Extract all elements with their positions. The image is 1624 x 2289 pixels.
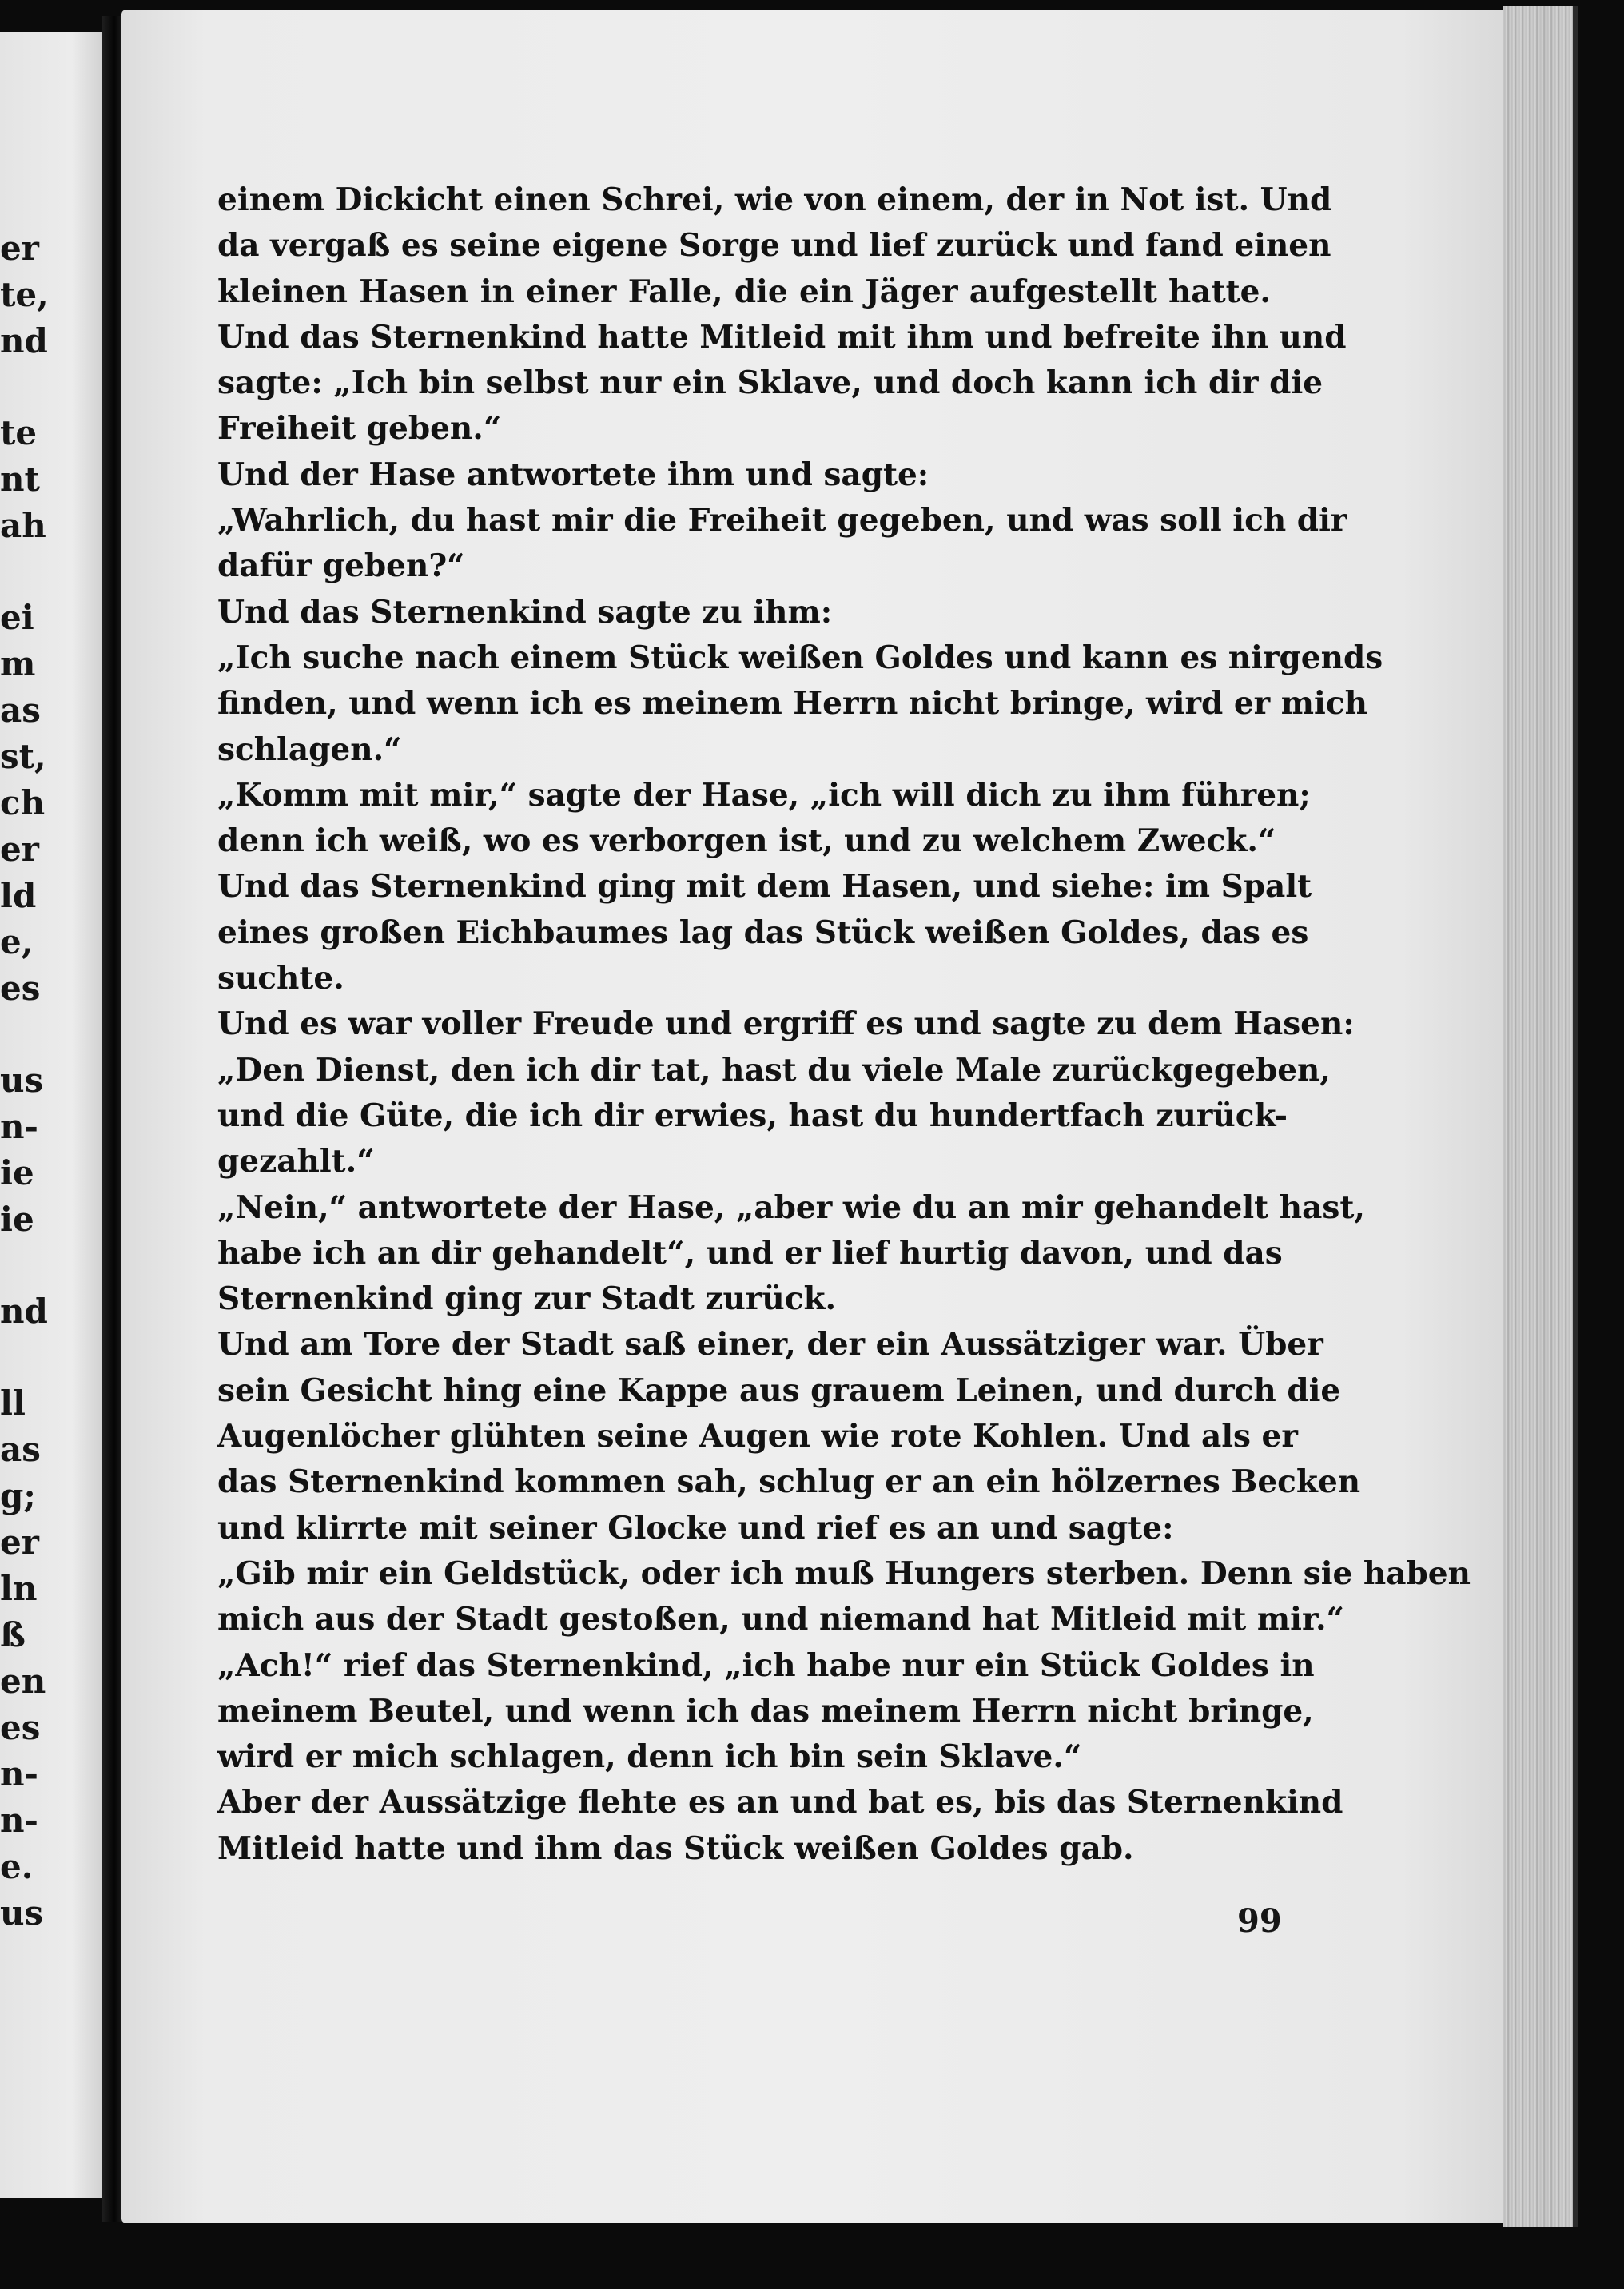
text-line: meinem Beutel, und wenn ich das meinem Herrn nicht bringe, — [217, 1692, 1314, 1730]
text-line: Sternenkind ging zur Stadt zurück. — [217, 1280, 837, 1318]
text-line: suchte. — [217, 960, 344, 997]
text-line: mich aus der Stadt gestoßen, und niemand hat Mitleid mit mir.“ — [217, 1601, 1344, 1638]
previous-page-fragment: n- — [0, 1107, 38, 1146]
previous-page-fragment: ah — [0, 506, 46, 545]
previous-page-fragment: e. — [0, 1847, 34, 1886]
previous-page-fragment: er — [0, 229, 39, 268]
text-line: gezahlt.“ — [217, 1143, 375, 1180]
text-line: Und der Hase antwortete ihm und sagte: — [217, 456, 929, 493]
previous-page-fragment: e, — [0, 922, 34, 961]
previous-page-fragment: nd — [0, 1292, 48, 1331]
text-line: Freiheit geben.“ — [217, 410, 502, 448]
text-line: „Den Dienst, den ich dir tat, hast du viele Male zurückgegeben, — [217, 1051, 1331, 1089]
previous-page-fragment: es — [0, 1708, 41, 1747]
text-line: schlagen.“ — [217, 730, 402, 768]
page-edges — [1503, 6, 1578, 2227]
previous-page-fragment: us — [0, 1893, 44, 1933]
previous-page-fragment: ie — [0, 1200, 34, 1239]
previous-page-fragment: en — [0, 1662, 46, 1701]
text-line: „Gib mir ein Geldstück, oder ich muß Hungers sterben. Denn sie haben — [217, 1555, 1471, 1592]
text-line: „Ich suche nach einem Stück weißen Goldes und kann es nirgends — [217, 639, 1383, 676]
previous-page-fragment: ß — [0, 1615, 26, 1654]
previous-page-fragment: n- — [0, 1754, 38, 1793]
text-line: kleinen Hasen in einer Falle, die ein Jäger aufgestellt hatte. — [217, 273, 1271, 310]
previous-page-fragment: te, — [0, 275, 49, 314]
previous-page-fragment: nd — [0, 321, 48, 360]
text-line: denn ich weiß, wo es verborgen ist, und zu welchem Zweck.“ — [217, 822, 1276, 860]
text-line: Und es war voller Freude und ergriff es und sagte zu dem Hasen: — [217, 1005, 1355, 1043]
text-line: Augenlöcher glühten seine Augen wie rote Kohlen. Und als er — [217, 1418, 1298, 1455]
previous-page-fragment: m — [0, 644, 36, 683]
previous-page-fragment: ie — [0, 1153, 34, 1192]
previous-page-fragment: g; — [0, 1476, 36, 1515]
previous-page-fragment: ch — [0, 783, 46, 822]
previous-page-fragment: st, — [0, 737, 46, 776]
previous-page-fragment: er — [0, 830, 39, 869]
text-line: „Komm mit mir,“ sagte der Hase, „ich will dich zu ihm führen; — [217, 776, 1311, 814]
previous-page-fragment: us — [0, 1061, 44, 1100]
text-line: Und das Sternenkind sagte zu ihm: — [217, 593, 833, 631]
text-line: das Sternenkind kommen sah, schlug er an ein hölzernes Becken — [217, 1463, 1361, 1501]
text-line: einem Dickicht einen Schrei, wie von einem, der in Not ist. Und — [217, 181, 1332, 218]
text-line: und klirrte mit seiner Glocke und rief es an und sagte: — [217, 1509, 1174, 1547]
text-line: eines großen Eichbaumes lag das Stück weißen Goldes, das es — [217, 914, 1309, 951]
previous-page-fragment: as — [0, 1430, 41, 1469]
text-line: Mitleid hatte und ihm das Stück weißen Goldes gab. — [217, 1829, 1134, 1867]
previous-page-fragment: er — [0, 1523, 39, 1562]
previous-page-fragment: ln — [0, 1569, 38, 1608]
text-line: dafür geben?“ — [217, 547, 465, 585]
text-line: sagte: „Ich bin selbst nur ein Sklave, und doch kann ich dir die — [217, 364, 1323, 402]
text-line: „Wahrlich, du hast mir die Freiheit gegeben, und was soll ich dir — [217, 502, 1347, 539]
previous-page-fragment: te — [0, 413, 38, 452]
previous-page-fragment: as — [0, 691, 41, 730]
text-line: sein Gesicht hing eine Kappe aus grauem Leinen, und durch die — [217, 1371, 1341, 1409]
page-number: 99 — [1237, 1902, 1282, 1940]
text-line: wird er mich schlagen, denn ich bin sein Sklave.“ — [217, 1738, 1082, 1776]
text-line: Und das Sternenkind hatte Mitleid mit ihm und befreite ihn und — [217, 318, 1347, 356]
previous-page-fragment: n- — [0, 1801, 38, 1840]
text-line: und die Güte, die ich dir erwies, hast du hundertfach zurück- — [217, 1097, 1288, 1134]
text-line: da vergaß es seine eigene Sorge und lief zurück und fand einen — [217, 227, 1331, 265]
text-line: Und das Sternenkind ging mit dem Hasen, und siehe: im Spalt — [217, 868, 1312, 906]
text-line: habe ich an dir gehandelt“, und er lief hurtig davon, und das — [217, 1234, 1283, 1272]
text-line: Aber der Aussätzige flehte es an und bat es, bis das Sternenkind — [217, 1784, 1343, 1821]
previous-page-fragment: ei — [0, 598, 34, 637]
text-line: Und am Tore der Stadt saß einer, der ein Aussätziger war. Über — [217, 1326, 1323, 1363]
previous-page-fragment: ll — [0, 1383, 26, 1423]
text-line: „Nein,“ antwortete der Hase, „aber wie du an mir gehandelt hast, — [217, 1188, 1365, 1226]
page-body-text — [217, 177, 1471, 1872]
previous-page-fragment: nt — [0, 460, 40, 499]
previous-page — [0, 32, 102, 2198]
text-line: „Ach!“ rief das Sternenkind, „ich habe nur ein Stück Goldes in — [217, 1646, 1315, 1684]
previous-page-fragment: es — [0, 969, 41, 1008]
previous-page-fragment: ld — [0, 876, 37, 915]
text-line: finden, und wenn ich es meinem Herrn nicht bringe, wird er mich — [217, 685, 1367, 723]
